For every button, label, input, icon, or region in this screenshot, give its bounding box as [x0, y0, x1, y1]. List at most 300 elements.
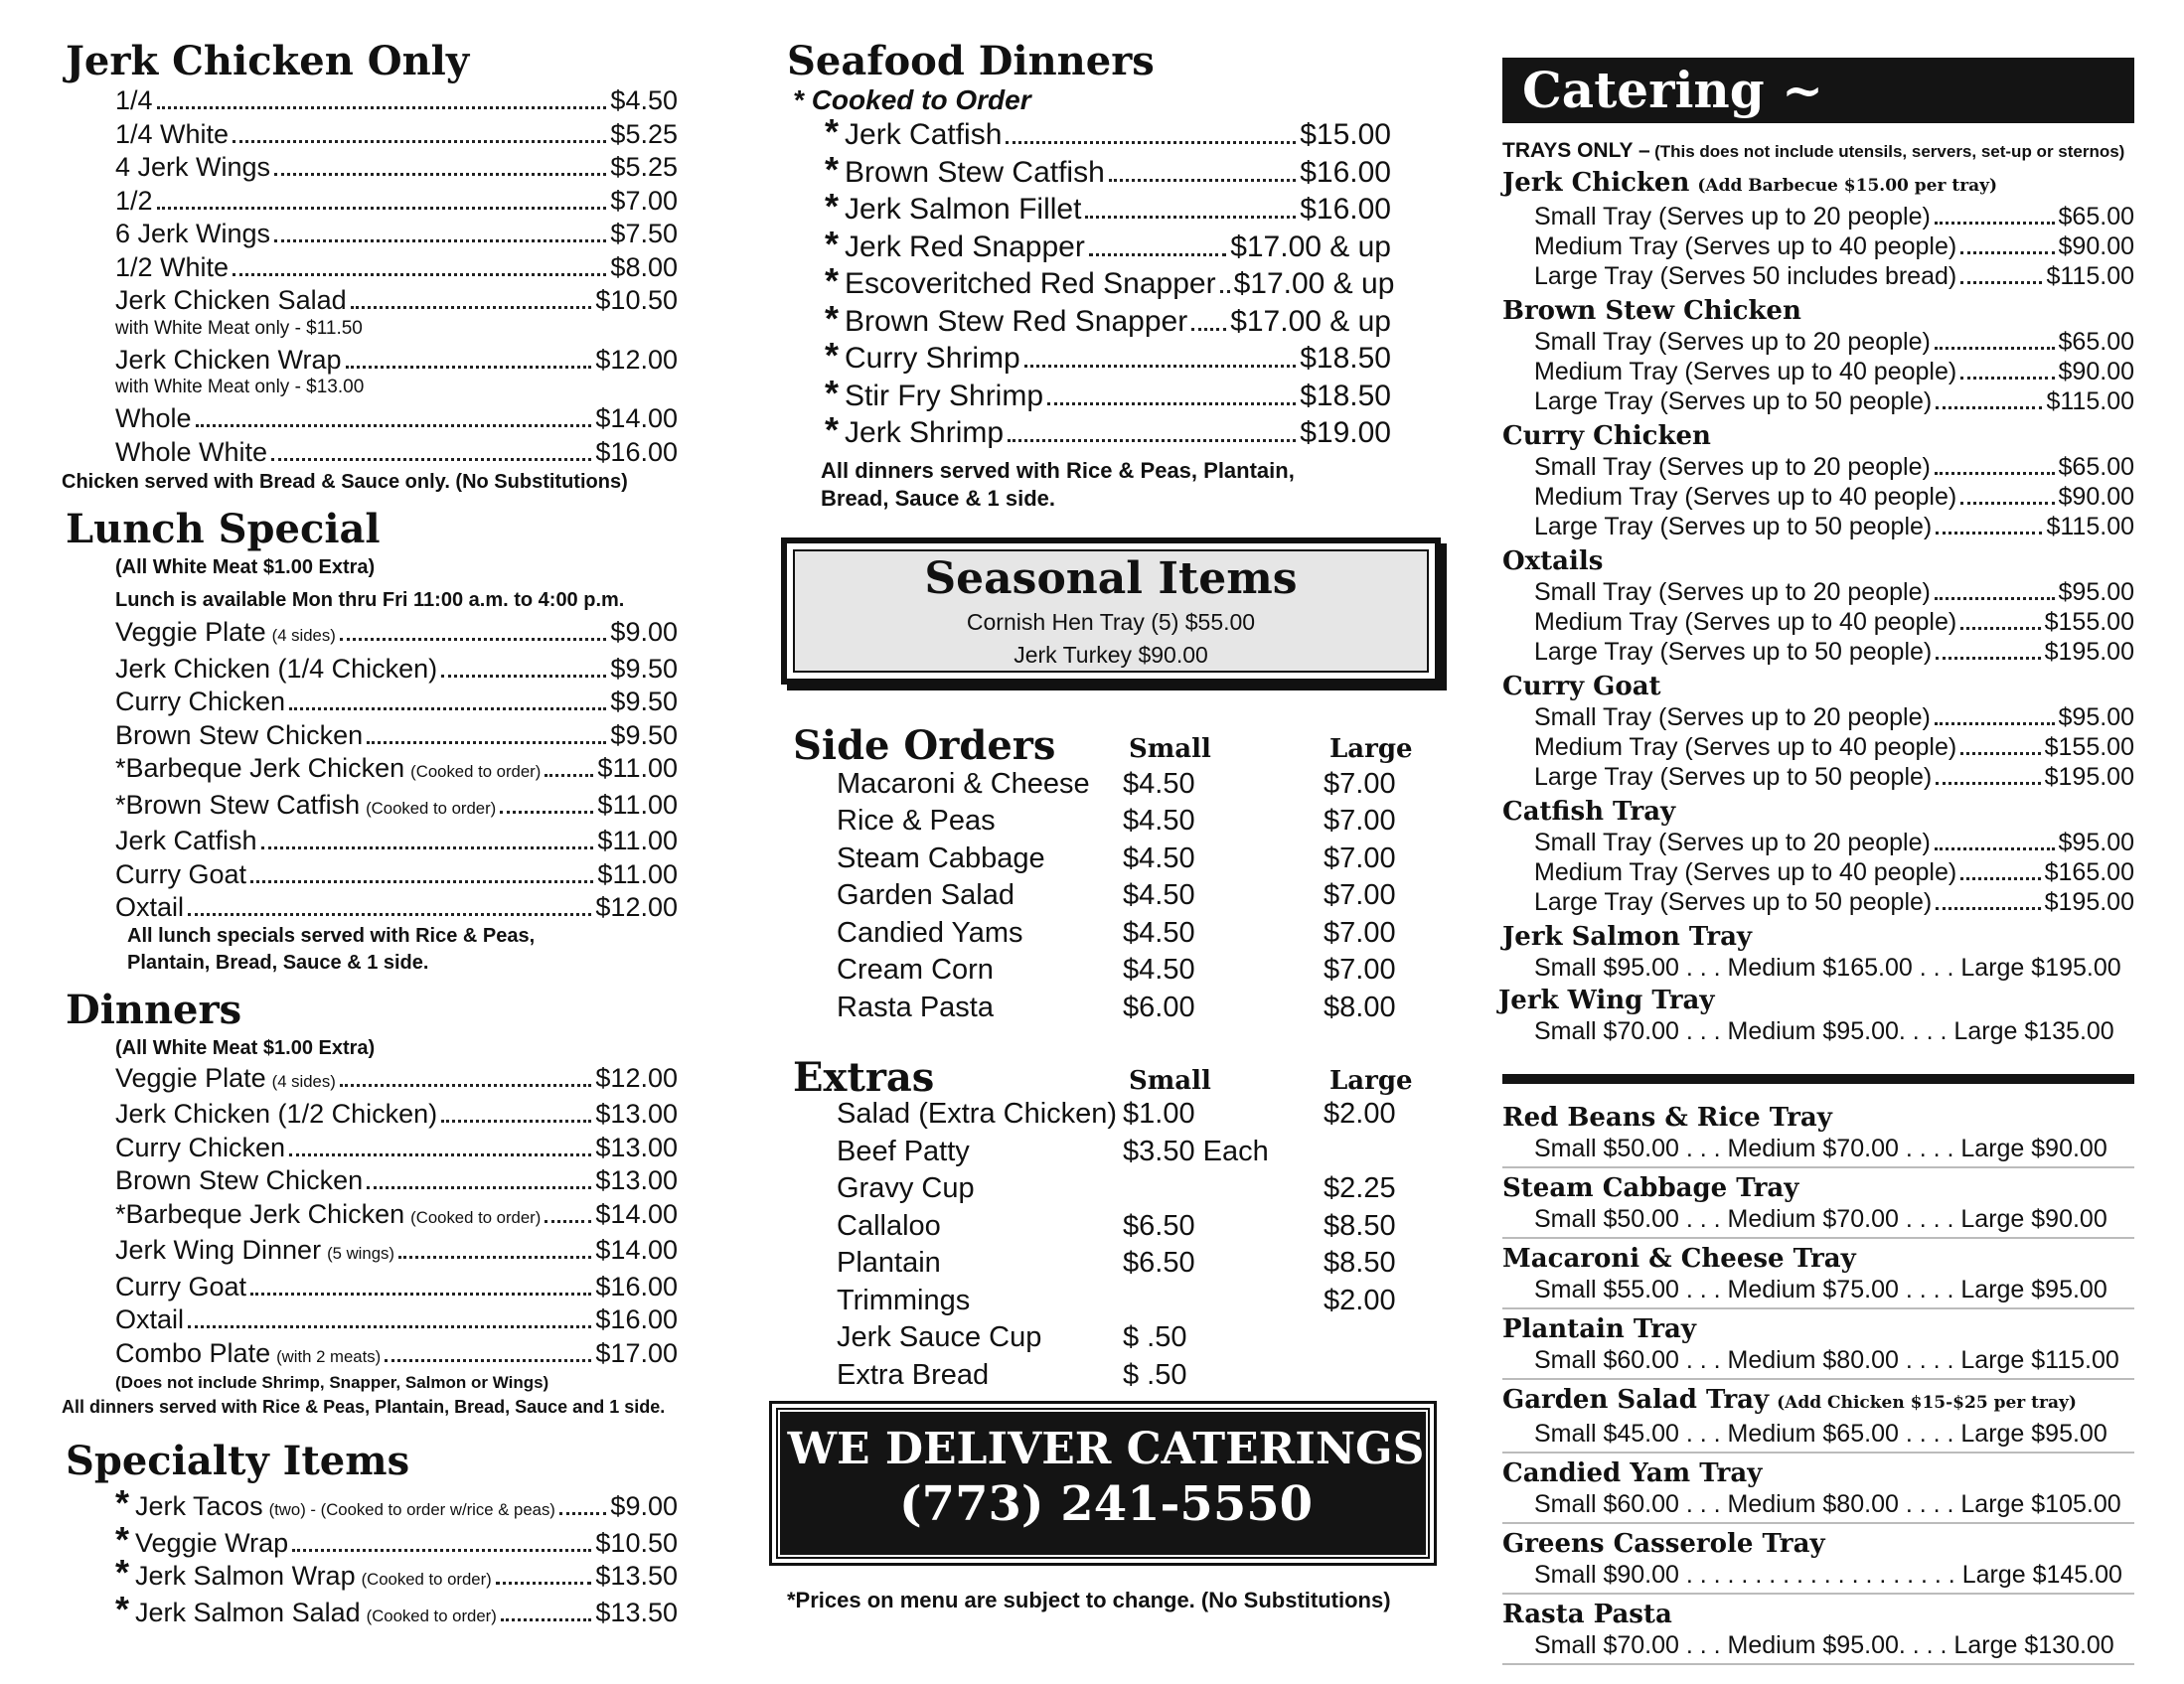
side-item-row: [781, 954, 1437, 992]
side-item-large-price: $2.25: [1324, 1172, 1396, 1204]
side-item-row: [781, 1098, 1437, 1136]
catering-tray-name: Small Tray (Serves up to 20 people): [1534, 578, 1931, 606]
asterisk-icon: *: [825, 148, 840, 190]
section-divider: [1502, 1074, 2134, 1084]
catering-tray-row: [1534, 452, 2134, 482]
dot-leader: [1936, 657, 2040, 660]
side-tray-prices: Small $50.00 . . . Medium $70.00 . . . . Large $90.00: [1534, 1205, 2107, 1233]
dot-leader: [274, 173, 606, 176]
side-item-small-price: $4.50: [1123, 954, 1195, 986]
dot-leader: [351, 306, 592, 309]
menu-item-note: (Cooked to order): [366, 1606, 497, 1625]
asterisk-icon: *: [825, 335, 840, 376]
dot-leader: [385, 1359, 591, 1362]
side-tray-prices: Small $70.00 . . . Medium $95.00. . . . Large $130.00: [1534, 1631, 2114, 1659]
menu-item-name: 1/4: [115, 85, 153, 115]
catering-tray-name: Large Tray (Serves up to 50 people): [1534, 763, 1933, 791]
dot-leader: [500, 811, 593, 814]
jerk-salmon-tray: [1502, 921, 2134, 983]
menu-item-row: [115, 118, 678, 152]
dot-leader: [188, 913, 591, 916]
side-item-name: Candied Yams: [837, 916, 1023, 949]
menu-item-price: $10.50: [595, 1527, 678, 1558]
asterisk-icon: *: [115, 1482, 130, 1523]
side-tray: [1502, 1172, 2134, 1239]
menu-item-row: [115, 616, 678, 653]
menu-item-row: [825, 223, 1391, 266]
asterisk-icon: *: [793, 84, 812, 115]
side-item-name: Callaloo: [837, 1209, 941, 1242]
dinners-footer-2: All dinners served with Rice & Peas, Plantain, Bread, Sauce and 1 side.: [62, 1397, 666, 1417]
side-tray: [1502, 1599, 2134, 1665]
dot-leader: [188, 1325, 591, 1328]
side-tray: [1502, 1313, 2134, 1380]
menu-item-name: 1/4 White: [115, 118, 230, 149]
menu-item-name: Jerk Chicken (1/2 Chicken): [115, 1099, 438, 1129]
dot-leader: [1936, 532, 2042, 535]
specialty-items-list: [115, 1482, 678, 1632]
menu-item-row: [115, 218, 678, 251]
menu-item-price: $14.00: [595, 1235, 678, 1265]
catering-tray-name: Small Tray (Serves up to 20 people): [1534, 829, 1931, 856]
delivery-headline: WE DELIVER CATERINGS: [787, 1424, 1425, 1474]
asterisk-icon: *: [825, 297, 840, 339]
side-item-row: [781, 1321, 1437, 1359]
asterisk-icon: *: [115, 1552, 130, 1593]
menu-item-price: $12.00: [595, 892, 678, 922]
jerk-salmon-tray-title: Jerk Salmon Tray: [1502, 922, 1753, 952]
catering-tray-price: $165.00: [2044, 858, 2134, 886]
menu-item-name: Curry Chicken: [115, 1132, 286, 1162]
menu-item-name: 6 Jerk Wings: [115, 219, 271, 248]
menu-item-price: $18.50: [1300, 342, 1391, 375]
side-item-small-price: $ .50: [1123, 1358, 1187, 1391]
catering-group-rows: [1534, 702, 2134, 792]
catering-tray-row: [1534, 386, 2134, 416]
dot-leader: [1935, 222, 2055, 225]
menu-item-price: $11.00: [597, 858, 678, 889]
catering-group-rows: [1534, 452, 2134, 541]
dot-leader: [1960, 877, 2040, 880]
dot-leader: [1935, 847, 2055, 850]
menu-item-price: $19.00: [1300, 416, 1391, 449]
side-item-row: [781, 879, 1437, 917]
delivery-phone[interactable]: (773) 241-5550: [898, 1476, 1314, 1532]
side-tray-prices: Small $60.00 . . . Medium $80.00 . . . . Large $115.00: [1534, 1346, 2119, 1374]
side-tray: [1502, 1384, 2134, 1454]
menu-item-note: (Cooked to order): [361, 1570, 492, 1589]
menu-item-row: [115, 1234, 678, 1271]
catering-group-title: [1502, 167, 2134, 202]
side-item-row: [781, 768, 1437, 806]
menu-item-note: with White Meat only - $13.00: [115, 377, 365, 397]
menu-item-name: Jerk Salmon Salad: [135, 1597, 361, 1627]
section-title-specialty-items: Specialty Items: [66, 1438, 410, 1484]
menu-item-row: [115, 719, 678, 753]
catering-group-rows: [1534, 202, 2134, 291]
extras-col-large: Large: [1329, 1066, 1413, 1096]
menu-item-row: [115, 1271, 678, 1304]
catering-tray-price: $115.00: [2046, 513, 2134, 540]
menu-item-note: (4 sides): [271, 1071, 336, 1091]
menu-item-name: Curry Shrimp: [845, 342, 1020, 375]
menu-item-price: $15.00: [1300, 118, 1391, 151]
dot-leader: [1047, 402, 1296, 405]
catering-group-title: [1502, 420, 2134, 452]
asterisk-icon: *: [825, 111, 840, 152]
menu-item-row: [115, 151, 678, 185]
side-tray-name: Candied Yam Tray: [1502, 1458, 1763, 1488]
side-item-small-price: $4.50: [1123, 805, 1195, 837]
side-tray-prices: Small $60.00 . . . Medium $80.00 . . . . Large $105.00: [1534, 1490, 2121, 1518]
delivery-box: [769, 1401, 1437, 1566]
side-item-large-price: $7.00: [1324, 916, 1396, 949]
side-tray-title: [1502, 1172, 2134, 1204]
side-tray-title: [1502, 1528, 2134, 1560]
section-title-lunch-special: Lunch Special: [66, 506, 381, 552]
menu-item-note: (5 wings): [327, 1244, 394, 1263]
catering-group: [1502, 671, 2134, 792]
asterisk-icon: *: [825, 260, 840, 301]
catering-group-title: [1502, 545, 2134, 577]
catering-tray-name: Large Tray (Serves up to 50 people): [1534, 387, 1933, 415]
extras-col-small: Small: [1129, 1066, 1211, 1096]
menu-item-price: $13.50: [595, 1561, 678, 1591]
menu-item-row: [825, 297, 1391, 341]
side-item-name: Gravy Cup: [837, 1172, 975, 1204]
side-item-small-price: $1.00: [1123, 1098, 1195, 1130]
menu-item-price: $13.00: [595, 1165, 678, 1195]
catering-tray-name: Large Tray (Serves up to 50 people): [1534, 513, 1933, 540]
dinners-footer-1: (Does not include Shrimp, Snapper, Salmon or Wings): [115, 1373, 549, 1392]
side-item-name: Cream Corn: [837, 954, 994, 986]
menu-item-row: [825, 260, 1395, 303]
side-item-large-price: $2.00: [1324, 1098, 1396, 1130]
side-item-row: [781, 1210, 1437, 1248]
dot-leader: [1960, 377, 2054, 380]
seafood-subtitle-text: Cooked to Order: [811, 84, 1031, 115]
catering-tray-name: Medium Tray (Serves up to 40 people): [1534, 483, 1957, 511]
middle-column: [781, 0, 1437, 1612]
catering-tray-name: Medium Tray (Serves up to 40 people): [1534, 858, 1957, 886]
menu-item-price: $5.25: [610, 118, 678, 149]
dot-leader: [367, 741, 606, 744]
dot-leader: [1936, 782, 2040, 785]
catering-tray-price: $65.00: [2058, 328, 2134, 356]
side-item-small-price: $6.50: [1123, 1247, 1195, 1279]
catering-groups: [1502, 167, 2134, 917]
side-item-large-price: $7.00: [1324, 954, 1396, 986]
catering-tray-row: [1534, 577, 2134, 607]
menu-item-name: *Barbeque Jerk Chicken: [115, 1198, 405, 1229]
menu-item-name: *Barbeque Jerk Chicken: [115, 753, 405, 783]
dot-leader: [1960, 251, 2054, 254]
catering-tray-row: [1534, 607, 2134, 637]
side-item-name: Beef Patty: [837, 1135, 970, 1167]
side-item-small-price: $3.50 Each: [1123, 1135, 1269, 1167]
seafood-footer-1: All dinners served with Rice & Peas, Plantain,: [821, 457, 1295, 483]
catering-tray-price: $65.00: [2058, 453, 2134, 481]
side-tray-title: [1502, 1457, 2134, 1489]
catering-group: [1502, 545, 2134, 667]
dot-leader: [1024, 365, 1297, 368]
dot-leader: [289, 707, 606, 710]
catering-group-name: Catfish Tray: [1502, 797, 1676, 827]
menu-item-row: [115, 752, 678, 789]
jerk-chicken-note: Chicken served with Bread & Sauce only. (No Substitutions): [62, 471, 628, 493]
menu-item-name: Oxtail: [115, 1304, 185, 1334]
right-column: [1498, 0, 2134, 1669]
catering-tray-row: [1534, 261, 2134, 291]
menu-item-row: [825, 148, 1391, 192]
dot-leader: [274, 239, 606, 242]
catering-group-title: [1502, 796, 2134, 828]
side-tray: [1502, 1457, 2134, 1524]
side-item-name: Extra Bread: [837, 1358, 990, 1391]
dot-leader: [233, 273, 606, 276]
side-item-row: [781, 1359, 1437, 1397]
menu-item-row: [115, 1132, 678, 1165]
menu-item-price: $18.50: [1300, 379, 1391, 412]
side-tray-name: Garden Salad Tray: [1502, 1385, 1770, 1415]
dot-leader: [340, 638, 607, 641]
menu-item-row: [115, 84, 678, 118]
catering-tray-row: [1534, 327, 2134, 357]
side-item-small-price: $4.50: [1123, 916, 1195, 949]
dot-leader: [1960, 281, 2042, 284]
lunch-footer-1: All lunch specials served with Rice & Peas,: [127, 924, 536, 947]
catering-tray-name: Medium Tray (Serves up to 40 people): [1534, 232, 1957, 260]
menu-item-name: 4 Jerk Wings: [115, 152, 271, 182]
menu-item-name: Brown Stew Catfish: [845, 155, 1105, 189]
trays-only-label: TRAYS ONLY –: [1502, 139, 1650, 162]
dot-leader: [1085, 216, 1296, 219]
menu-item-price: $14.00: [595, 403, 678, 433]
menu-item-row: [115, 284, 678, 318]
lunch-white-meat-note: (All White Meat $1.00 Extra): [115, 556, 376, 578]
catering-tray-name: Small Tray (Serves up to 20 people): [1534, 453, 1931, 481]
menu-item-name: Combo Plate: [115, 1337, 271, 1368]
catering-tray-name: Small Tray (Serves up to 20 people): [1534, 328, 1931, 356]
side-orders-col-small: Small: [1129, 733, 1211, 764]
catering-group-name: Curry Goat: [1502, 672, 1661, 701]
menu-item-note: (Cooked to order): [410, 1207, 542, 1227]
dot-leader: [1935, 597, 2055, 600]
side-tray: [1502, 1102, 2134, 1168]
side-orders-list: [781, 768, 1437, 1029]
dot-leader: [196, 424, 592, 427]
menu-item-name: Jerk Chicken Salad: [115, 285, 347, 315]
dot-leader: [441, 675, 606, 678]
menu-item-name: Jerk Tacos: [135, 1491, 263, 1521]
side-tray-title: [1502, 1384, 2134, 1419]
seasonal-items-title: Seasonal Items: [924, 552, 1298, 604]
dot-leader: [1935, 347, 2055, 350]
catering-group-name: Brown Stew Chicken: [1502, 296, 1801, 326]
dot-leader: [1960, 627, 2040, 630]
menu-item-row: [825, 335, 1391, 378]
side-item-name: Macaroni & Cheese: [837, 767, 1090, 800]
catering-group-rows: [1534, 327, 2134, 416]
lunch-footer-2: Plantain, Bread, Sauce & 1 side.: [127, 951, 429, 974]
dinners-white-meat-note: (All White Meat $1.00 Extra): [115, 1036, 376, 1059]
menu-item-note: (Cooked to order): [410, 762, 542, 781]
side-tray-name: Steam Cabbage Tray: [1502, 1173, 1799, 1203]
dot-leader: [340, 1084, 592, 1087]
side-item-large-price: $7.00: [1324, 842, 1396, 874]
menu-item-name: Curry Goat: [115, 1271, 247, 1301]
catering-tray-name: Large Tray (Serves up to 50 people): [1534, 888, 1933, 916]
side-tray-prices: Small $45.00 . . . Medium $65.00 . . . . Large $95.00: [1534, 1420, 2107, 1448]
catering-tray-price: $95.00: [2058, 829, 2134, 856]
menu-item-name: *Brown Stew Catfish: [115, 789, 361, 820]
side-item-name: Rasta Pasta: [837, 991, 994, 1023]
side-item-name: Garden Salad: [837, 879, 1014, 911]
menu-item-row: [115, 251, 678, 285]
side-item-small-price: $4.50: [1123, 879, 1195, 911]
side-tray: [1502, 1243, 2134, 1309]
extras-header: [781, 1054, 1437, 1101]
menu-item-row: [115, 891, 678, 925]
menu-item-row: [825, 372, 1391, 415]
side-tray-prices: Small $50.00 . . . Medium $70.00 . . . . Large $90.00: [1534, 1135, 2107, 1162]
catering-tray-name: Medium Tray (Serves up to 40 people): [1534, 608, 1957, 636]
catering-group-rows: [1534, 577, 2134, 667]
catering-group-title: [1502, 295, 2134, 327]
side-item-row: [781, 992, 1437, 1029]
catering-tray-row: [1534, 732, 2134, 762]
side-tray-prices: Small $90.00 . . . . . . . . . . . . . . . . . . . . Large $145.00: [1534, 1561, 2122, 1589]
seasonal-item-cornish-hen: Cornish Hen Tray (5) $55.00: [966, 608, 1256, 635]
catering-tray-row: [1534, 482, 2134, 512]
menu-item-row: [115, 1098, 678, 1132]
side-trays-list: [1502, 1102, 2134, 1665]
dot-leader: [1006, 141, 1296, 144]
menu-item-price: $7.00: [610, 185, 678, 216]
catering-tray-price: $195.00: [2044, 888, 2134, 916]
catering-group-name: Oxtails: [1502, 546, 1604, 576]
side-tray-name: Greens Casserole Tray: [1502, 1529, 1825, 1559]
menu-item-price: $13.50: [595, 1597, 678, 1627]
menu-item-name: Jerk Red Snapper: [845, 230, 1085, 263]
menu-item-name: Jerk Salmon Fillet: [845, 193, 1082, 226]
menu-item-name: Jerk Salmon Wrap: [135, 1561, 356, 1591]
menu-item-row: [115, 1552, 678, 1597]
catering-header: Catering ~: [1502, 58, 2134, 123]
left-column: [62, 0, 678, 1632]
menu-item-price: $12.00: [595, 1062, 678, 1093]
catering-tray-price: $155.00: [2044, 608, 2134, 636]
menu-item-name: Brown Stew Chicken: [115, 1165, 364, 1195]
jerk-chicken-only-list: [115, 84, 678, 469]
dot-leader: [1935, 472, 2055, 475]
catering-tray-name: Small Tray (Serves up to 20 people): [1534, 703, 1931, 731]
side-item-name: Trimmings: [837, 1284, 971, 1316]
catering-tray-price: $115.00: [2046, 262, 2134, 290]
catering-tray-name: Large Tray (Serves 50 includes bread): [1534, 262, 1957, 290]
menu-item-note: (two) - (Cooked to order w/rice & peas): [268, 1500, 555, 1519]
menu-item-price: $17.00 & up: [1230, 304, 1391, 338]
menu-item-name: 1/2: [115, 185, 153, 216]
asterisk-icon: *: [825, 186, 840, 227]
dot-leader: [157, 106, 607, 109]
menu-item-row: [825, 409, 1391, 452]
dot-leader: [250, 1293, 591, 1296]
menu-item-name: Oxtail: [115, 892, 185, 922]
side-tray-title: [1502, 1243, 2134, 1275]
dot-leader: [1008, 439, 1296, 442]
menu-item-note: (4 sides): [271, 626, 336, 645]
menu-item-row: [825, 111, 1391, 154]
menu-item-price: $14.00: [595, 1198, 678, 1229]
dot-leader: [250, 880, 593, 883]
catering-tray-price: $195.00: [2044, 638, 2134, 666]
side-item-large-price: $8.00: [1324, 991, 1396, 1023]
menu-item-row: [115, 686, 678, 719]
catering-group-name: Curry Chicken: [1502, 421, 1711, 451]
side-tray-title: [1502, 1599, 2134, 1630]
menu-item-name: Whole White: [115, 436, 268, 467]
side-tray-extra: (Add Chicken $15-$25 per tray): [1777, 1393, 2077, 1413]
menu-item-price: $11.00: [597, 826, 678, 855]
dot-leader: [545, 774, 593, 777]
side-item-row: [781, 1136, 1437, 1173]
menu-item-name: Brown Stew Chicken: [115, 719, 364, 750]
menu-item-price: $9.50: [610, 687, 678, 716]
catering-tray-row: [1534, 202, 2134, 231]
menu-item-price: $17.00 & up: [1233, 267, 1395, 300]
side-item-name: Salad (Extra Chicken): [837, 1098, 1118, 1130]
dot-leader: [496, 1582, 592, 1585]
dot-leader: [1960, 752, 2040, 755]
side-item-small-price: $6.00: [1123, 991, 1195, 1023]
catering-tray-row: [1534, 828, 2134, 857]
menu-item-name: Jerk Catfish: [115, 826, 257, 855]
menu-item-row: [115, 1164, 678, 1198]
menu-item-name: Curry Goat: [115, 858, 247, 889]
dot-leader: [559, 1512, 607, 1515]
dot-leader: [1191, 328, 1226, 331]
dot-leader: [545, 1220, 591, 1223]
catering-tray-row: [1534, 762, 2134, 792]
menu-item-price: $7.50: [610, 219, 678, 248]
trays-only-detail: (This does not include utensils, servers, set-up or sternos): [1654, 142, 2125, 161]
dot-leader: [441, 1120, 591, 1123]
menu-item-name: 1/2 White: [115, 251, 230, 282]
menu-item-note: (with 2 meats): [276, 1346, 382, 1366]
menu-item-price: $16.00: [1300, 155, 1391, 189]
seasonal-item-jerk-turkey: Jerk Turkey $90.00: [1014, 641, 1208, 668]
menu-item-price: $8.00: [610, 251, 678, 282]
section-title-jerk-chicken-only: Jerk Chicken Only: [66, 38, 470, 84]
side-tray-name: Plantain Tray: [1502, 1314, 1696, 1344]
catering-tray-row: [1534, 357, 2134, 386]
side-tray-name: Red Beans & Rice Tray: [1502, 1103, 1832, 1133]
side-item-large-price: $8.50: [1324, 1209, 1396, 1242]
menu-item-price: $13.00: [595, 1099, 678, 1129]
side-item-small-price: $6.50: [1123, 1209, 1195, 1242]
side-item-name: Plantain: [837, 1247, 941, 1279]
catering-tray-name: Large Tray (Serves up to 50 people): [1534, 638, 1933, 666]
menu-item-row: [115, 185, 678, 219]
dot-leader: [261, 846, 594, 849]
side-orders-header: [781, 721, 1437, 769]
asterisk-icon: *: [115, 1518, 130, 1560]
menu-item-row: [115, 1482, 678, 1527]
catering-group-rows: [1534, 828, 2134, 917]
menu-item-row: [115, 1198, 678, 1235]
price-change-note: *Prices on menu are subject to change. (No Substitutions): [787, 1588, 1391, 1612]
